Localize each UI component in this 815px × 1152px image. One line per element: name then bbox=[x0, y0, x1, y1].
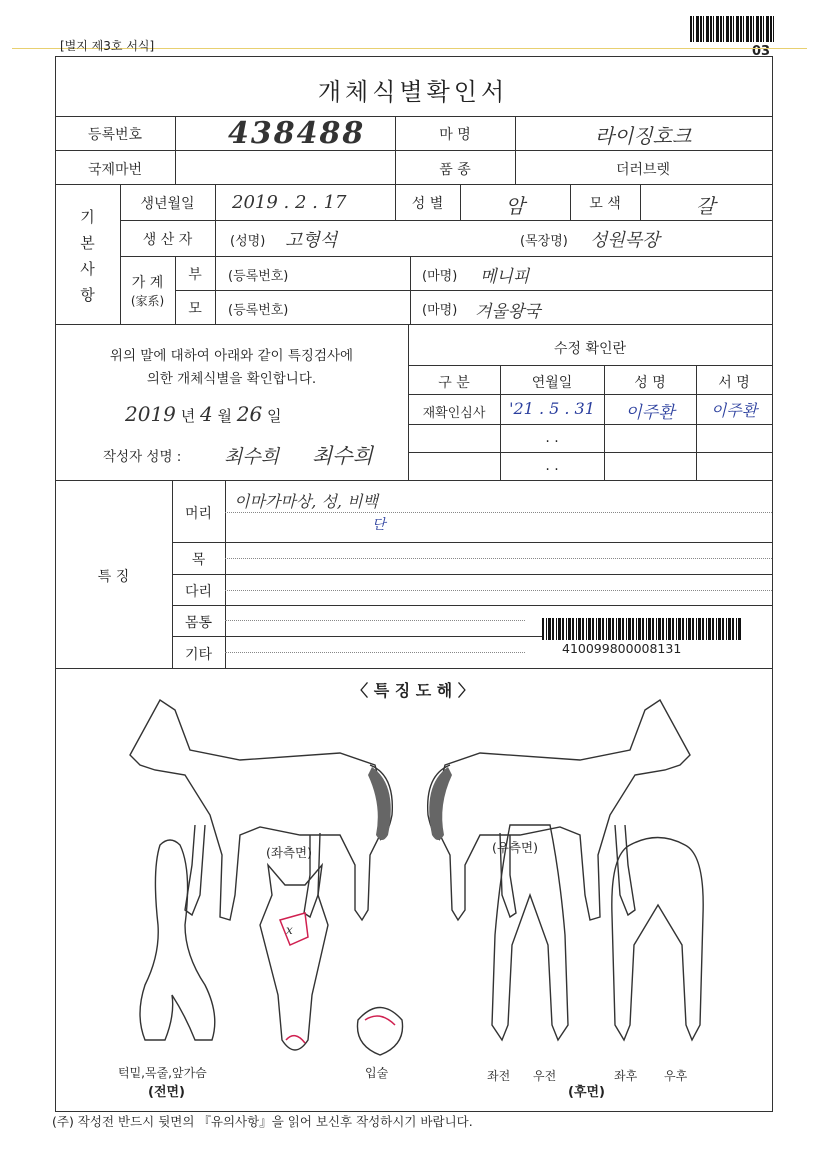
statement-line1: 위의 말에 대하여 아래와 같이 특징검사에 bbox=[109, 348, 354, 364]
footer-note: (주) 작성전 반드시 뒷면의 『유의사항』을 읽어 보신후 작성하시기 바랍니다. bbox=[52, 1114, 473, 1129]
pedigree-hanja: (家系) bbox=[130, 294, 165, 308]
coat-value: 갈 bbox=[695, 194, 716, 218]
basic-row1 bbox=[120, 220, 772, 221]
rev-row1-date: '21 . 5 . 31 bbox=[509, 399, 595, 418]
writer-signature: 최수희 bbox=[312, 444, 373, 468]
neck-label: 목 bbox=[191, 552, 206, 568]
rev-col-date: 연월일 bbox=[531, 375, 573, 391]
left-side-label: (좌측면) bbox=[266, 845, 312, 860]
revision-title: 수정 확인란 bbox=[553, 341, 627, 357]
horse-name-label: 마 명 bbox=[439, 127, 471, 143]
face-star-mark bbox=[280, 913, 308, 945]
body-dotted bbox=[225, 620, 525, 621]
sire-regno-sub: (등록번호) bbox=[228, 269, 289, 284]
title-underline bbox=[55, 116, 772, 117]
sex-label: 성 별 bbox=[411, 196, 444, 212]
right-side-horse-outline bbox=[428, 700, 690, 920]
rev-h4 bbox=[408, 452, 772, 453]
hind-left-label: 좌후 bbox=[614, 1069, 638, 1083]
sire-horsename-sub: (마명) bbox=[422, 269, 458, 284]
dam-name: 겨울왕국 bbox=[475, 302, 541, 322]
rev-col-type: 구 분 bbox=[438, 375, 470, 391]
hind-right-label: 우후 bbox=[664, 1069, 688, 1083]
rev-col-sign: 서 명 bbox=[718, 375, 750, 391]
sire-name: 메니피 bbox=[480, 267, 530, 287]
feature-barcode bbox=[542, 618, 742, 640]
rev-col-name: 성 명 bbox=[634, 375, 666, 391]
basic-col1 bbox=[215, 184, 216, 324]
front-legs-outline bbox=[492, 825, 568, 1040]
legs-dotted bbox=[225, 590, 772, 591]
page-number: 03 bbox=[752, 44, 771, 59]
left-side-horse-outline bbox=[130, 700, 392, 920]
intl-no-label: 국제마번 bbox=[87, 162, 143, 178]
rev-row1-type: 재확인심사 bbox=[422, 406, 486, 421]
front-caption: 턱밑,목줄,앞가슴 bbox=[118, 1066, 207, 1080]
dam-regno-sub: (등록번호) bbox=[228, 303, 289, 318]
head-label: 머리 bbox=[184, 506, 213, 522]
legs-label: 다리 bbox=[184, 584, 213, 600]
rev-row1-sign: 이주환 bbox=[710, 401, 758, 420]
confirm-bottom bbox=[55, 480, 772, 481]
horse-diagram-drawings bbox=[100, 695, 720, 1095]
rev-row2-date: . . bbox=[545, 430, 559, 446]
basic-bottom bbox=[55, 324, 772, 325]
feat-h1 bbox=[172, 542, 772, 543]
date-year: 2019 bbox=[125, 402, 176, 426]
front-right-label: 우전 bbox=[533, 1069, 557, 1083]
head-note: 단 bbox=[372, 517, 386, 533]
ranch-name: 성원목장 bbox=[590, 230, 660, 251]
nose-mark bbox=[286, 1036, 305, 1043]
confirm-date bbox=[125, 402, 282, 426]
feat-bottom bbox=[55, 668, 772, 669]
rev-h3 bbox=[408, 424, 772, 425]
reg-row-divider bbox=[55, 150, 772, 151]
rear-label: (후면) bbox=[568, 1085, 605, 1100]
form-label: [별지 제3호 서식] bbox=[60, 39, 155, 53]
ranch-name-sub: (목장명) bbox=[520, 234, 568, 249]
breed-label: 품 종 bbox=[439, 162, 471, 178]
other-label: 기타 bbox=[184, 647, 213, 663]
lips-label: 입술 bbox=[365, 1066, 389, 1080]
head-value: 이마가마상, 성, 비백 bbox=[234, 492, 378, 511]
date-month: 4 bbox=[199, 402, 213, 426]
rev-row3-date: . . bbox=[545, 458, 559, 474]
face-front-outline bbox=[260, 865, 328, 1050]
basic-section-label bbox=[55, 204, 120, 308]
front-chest-outline bbox=[140, 840, 215, 1040]
sex-value: 암 bbox=[505, 194, 525, 218]
breed-value: 더러브렛 bbox=[615, 162, 671, 178]
reg-no-value: 438488 bbox=[228, 116, 366, 151]
date-year-unit: 년 bbox=[180, 407, 196, 425]
birth-value: 2019 . 2 . 17 bbox=[232, 192, 347, 213]
writer-name: 최수희 bbox=[224, 446, 280, 468]
lips-outline bbox=[357, 1008, 402, 1056]
writer-label: 작성자 성명 : bbox=[103, 449, 182, 465]
date-day: 26 bbox=[236, 402, 263, 426]
diagram-title: 〈 특 징 도 해 〉 bbox=[352, 681, 474, 700]
neck-dotted bbox=[225, 558, 772, 559]
pedigree-label: 가 계 bbox=[131, 275, 164, 291]
front-left-label: 좌전 bbox=[487, 1069, 511, 1083]
reg-col1 bbox=[175, 116, 176, 184]
breeder-label: 생 산 자 bbox=[142, 232, 193, 248]
body-label: 몸통 bbox=[184, 615, 213, 631]
horse-name-value: 라이징호크 bbox=[594, 124, 692, 148]
sire-label: 부 bbox=[188, 267, 202, 283]
birth-label: 생년월일 bbox=[140, 196, 195, 212]
breeder-name: 고형석 bbox=[285, 230, 338, 251]
reg-bottom bbox=[55, 184, 772, 185]
features-section-label: 특 징 bbox=[97, 569, 130, 585]
barcode-number: 410099800008131 bbox=[562, 641, 682, 656]
feat-h2 bbox=[172, 574, 772, 575]
right-side-label: (우측면) bbox=[492, 840, 538, 855]
breeder-name-sub: (성명) bbox=[230, 234, 266, 249]
lip-mark bbox=[365, 1016, 395, 1025]
left-horse-tail bbox=[368, 767, 391, 840]
basic-row2 bbox=[120, 256, 772, 257]
front-label: (전면) bbox=[148, 1085, 185, 1100]
rev-h2 bbox=[408, 394, 772, 395]
top-barcode bbox=[690, 16, 774, 42]
ped-mid-col bbox=[410, 256, 411, 324]
date-month-unit: 월 bbox=[217, 407, 232, 425]
rear-view-outline bbox=[612, 838, 703, 1041]
head-dotted1 bbox=[225, 512, 772, 513]
other-dotted bbox=[225, 652, 525, 653]
feat-h3 bbox=[172, 605, 772, 606]
statement-line2: 의한 개체식별을 확인합니다. bbox=[146, 371, 317, 387]
dam-horsename-sub: (마명) bbox=[422, 303, 458, 318]
basic-row3 bbox=[175, 290, 772, 291]
right-horse-tail bbox=[429, 767, 452, 840]
rev-h1 bbox=[408, 365, 772, 366]
face-mark-x: x bbox=[286, 923, 293, 937]
basic-section-text: 기본사항 bbox=[80, 208, 95, 304]
form-title: 개체식별확인서 bbox=[317, 78, 509, 106]
dam-label: 모 bbox=[188, 301, 202, 317]
reg-no-label: 등록번호 bbox=[87, 127, 143, 143]
rev-row1-name: 이주환 bbox=[625, 403, 675, 423]
coat-label: 모 색 bbox=[589, 196, 621, 212]
date-day-unit: 일 bbox=[267, 407, 282, 425]
